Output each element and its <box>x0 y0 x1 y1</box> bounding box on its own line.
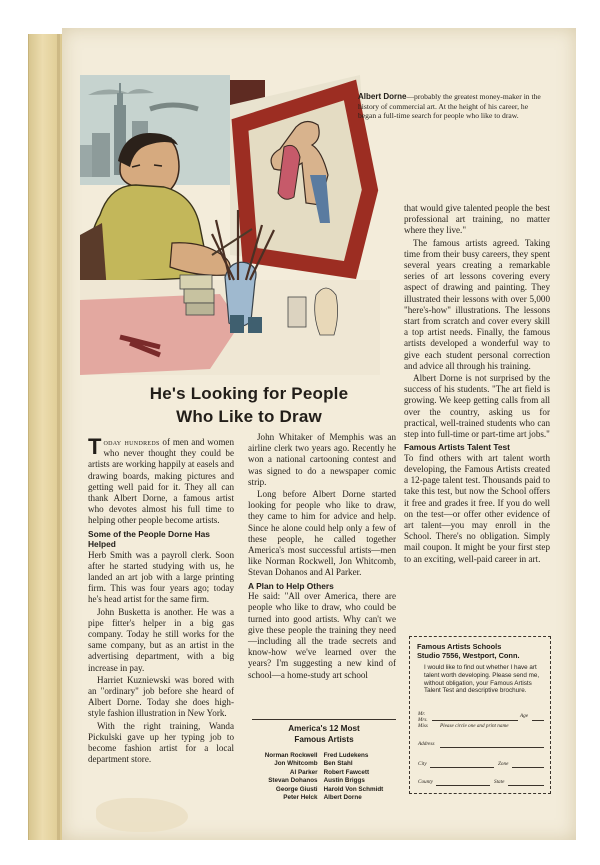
artist-row <box>262 752 387 760</box>
artist-name: Fred Ludekens <box>323 752 369 759</box>
headline-line-2: Who Like to Draw <box>176 407 322 426</box>
name-line[interactable] <box>432 720 518 721</box>
paragraph: He said: "All over America, there are people who like to draw, who could be turned into good artists. Why can't we give these people the training they need—including all the trade secrets and know-how we've learned over the years? I'm suggesting a new kind of school—a home-study art school <box>248 591 396 680</box>
state-line[interactable] <box>508 785 544 786</box>
name-hint: Please circle one and print name <box>440 723 509 729</box>
drop-cap: T <box>88 434 102 459</box>
artist-row <box>262 777 387 785</box>
famous-title-1: America's 12 Most <box>288 724 360 733</box>
salutation-miss[interactable]: Miss <box>418 723 428 729</box>
paragraph: Herb Smith was a payroll clerk. Soon after he started studying with us, he landed an art job with a large printing firm. This was four years ago; today he's head artist for the same firm. <box>88 549 234 605</box>
article-column-2 <box>248 432 396 682</box>
paragraph: Harriet Kuzniewski was bored with an "ordinary" job before she heard of Albert Dorne. Today she does high-style fashion illustration in New York. <box>88 674 234 719</box>
zone-line[interactable] <box>512 767 544 768</box>
zone-label: Zone <box>498 761 509 767</box>
article-column-3 <box>404 203 550 566</box>
paragraph: With the right training, Wanda Pickulski gave up her typing job to become fashion artist for a local department store. <box>88 720 234 765</box>
comic-spine <box>28 34 63 840</box>
artist-name: Robert Fawcett <box>323 768 370 776</box>
artist-name: Ben Stahl <box>323 760 353 768</box>
paragraph: Long before Albert Dorne started looking for people who like to draw, they came to him for advice and help. Since he alone could help only a few of these people, he called together America's most successful artists—men like Norman Rockwell, Jon Whitcomb, Stevan Dohanos and Al Parker. <box>248 489 396 578</box>
famous-artists-box <box>252 719 396 802</box>
artist-name: Stevan Dohanos <box>268 777 318 785</box>
address-label: Address <box>418 741 435 747</box>
address-line[interactable] <box>440 747 544 748</box>
paragraph: that would give talented people the best professional art training, no matter where they live." <box>404 203 550 236</box>
subhead-people-helped: Some of the People Dorne Has Helped <box>88 528 210 550</box>
age-label: Age <box>520 713 529 719</box>
salutation-mrs[interactable]: Mrs. <box>418 717 428 723</box>
mail-in-coupon[interactable] <box>409 636 551 794</box>
coupon-address: Studio 7556, Westport, Conn. <box>417 651 520 660</box>
artist-row <box>262 760 387 768</box>
paragraph: The famous artists agreed. Taking time from their busy careers, they spent several years creating a remarkable series of art lessons covering every aspect of drawing and painting. They illustrated their lessons with over 5,000 "here's-how" illustrations. The lessons start from scratch and cover every skill a top artist needs. Finally, the famous artists developed a wonderful way to give each student personal correction and advice all through his training. <box>404 237 550 371</box>
city-line[interactable] <box>430 767 494 768</box>
ad-headline <box>100 382 398 428</box>
illustration-caption <box>358 92 548 121</box>
coupon-school-name: Famous Artists Schools <box>417 642 502 651</box>
city-label: City <box>418 761 427 767</box>
county-label: County <box>418 779 433 785</box>
lead-in: oday hundreds <box>103 437 160 447</box>
artist-name: Al Parker <box>289 768 318 776</box>
artist-name: Albert Dorne <box>323 794 362 802</box>
artist-name: Austin Briggs <box>323 777 365 785</box>
caption-text: —probably the greatest money-maker in the history of commercial art. At the height of his career, he began a full-time search for people who like to draw. <box>358 92 541 121</box>
state-label: State <box>494 779 505 785</box>
county-line[interactable] <box>436 785 490 786</box>
intro-paragraph <box>88 434 235 527</box>
headline-line-1: He's Looking for People <box>149 384 349 403</box>
subhead-plan: A Plan to Help Others <box>248 580 334 591</box>
article-column-1 <box>88 434 235 766</box>
famous-title-2: Famous Artists <box>294 735 354 744</box>
artist-name: Peter Helck <box>283 794 318 802</box>
age-line[interactable] <box>532 720 544 721</box>
artist-name: Harold Von Schmidt <box>323 785 384 793</box>
artist-row <box>262 786 387 794</box>
artist-name: Norman Rockwell <box>264 752 318 759</box>
paragraph: Albert Dorne is not surprised by the success of his students. "The art field is growing. We keep getting calls from all over the country, asking us for practical, well-trained students who can step into full-time or part-time art jobs." <box>404 373 550 440</box>
paragraph: John Busketta is another. He was a pipe fitter's helper in a big gas company. Today he still works for the same company, but as an artist in the advertising department, with a big increase in pay. <box>88 606 234 673</box>
artist-row <box>262 769 387 777</box>
paragraph: John Whitaker of Memphis was an airline clerk two years ago. Recently he won a national cartooning contest and was signed to do a newspaper comic strip. <box>248 432 396 487</box>
subhead-talent-test: Famous Artists Talent Test <box>404 442 510 453</box>
paper-damage <box>96 798 188 832</box>
artist-row <box>262 794 387 802</box>
coupon-request-text: I would like to find out whether I have art talent worth developing. Please send me, without obligation, your Famous Artists Talent Test and descriptive brochure. <box>424 664 540 695</box>
artist-name: Jon Whitcomb <box>274 760 318 768</box>
artist-illustration <box>80 75 380 375</box>
caption-name: Albert Dorne <box>358 92 407 101</box>
artist-name-table <box>262 752 387 802</box>
intro-text: of men and women who never thought they could be artists are working happily at easels and drawing boards, making pictures and getting well paid for it. They all can thank Albert Dorne, a famous artist who devotes almost his full time to helping other people become artists. <box>88 437 235 526</box>
paragraph: To find others with art talent worth developing, the Famous Artists created a 12-page talent test. Thousands paid to take this test, but now the School offers it free and grades it free. If you do well on the test—or offer other evidence of art talent—you may enroll in the School. There's no obligation. Simply mail coupon. It might be your first step to an exciting, well-paid career in art. <box>404 452 550 564</box>
artist-name: George Giusti <box>275 785 318 793</box>
salutation-mr[interactable]: Mr. <box>418 711 426 717</box>
